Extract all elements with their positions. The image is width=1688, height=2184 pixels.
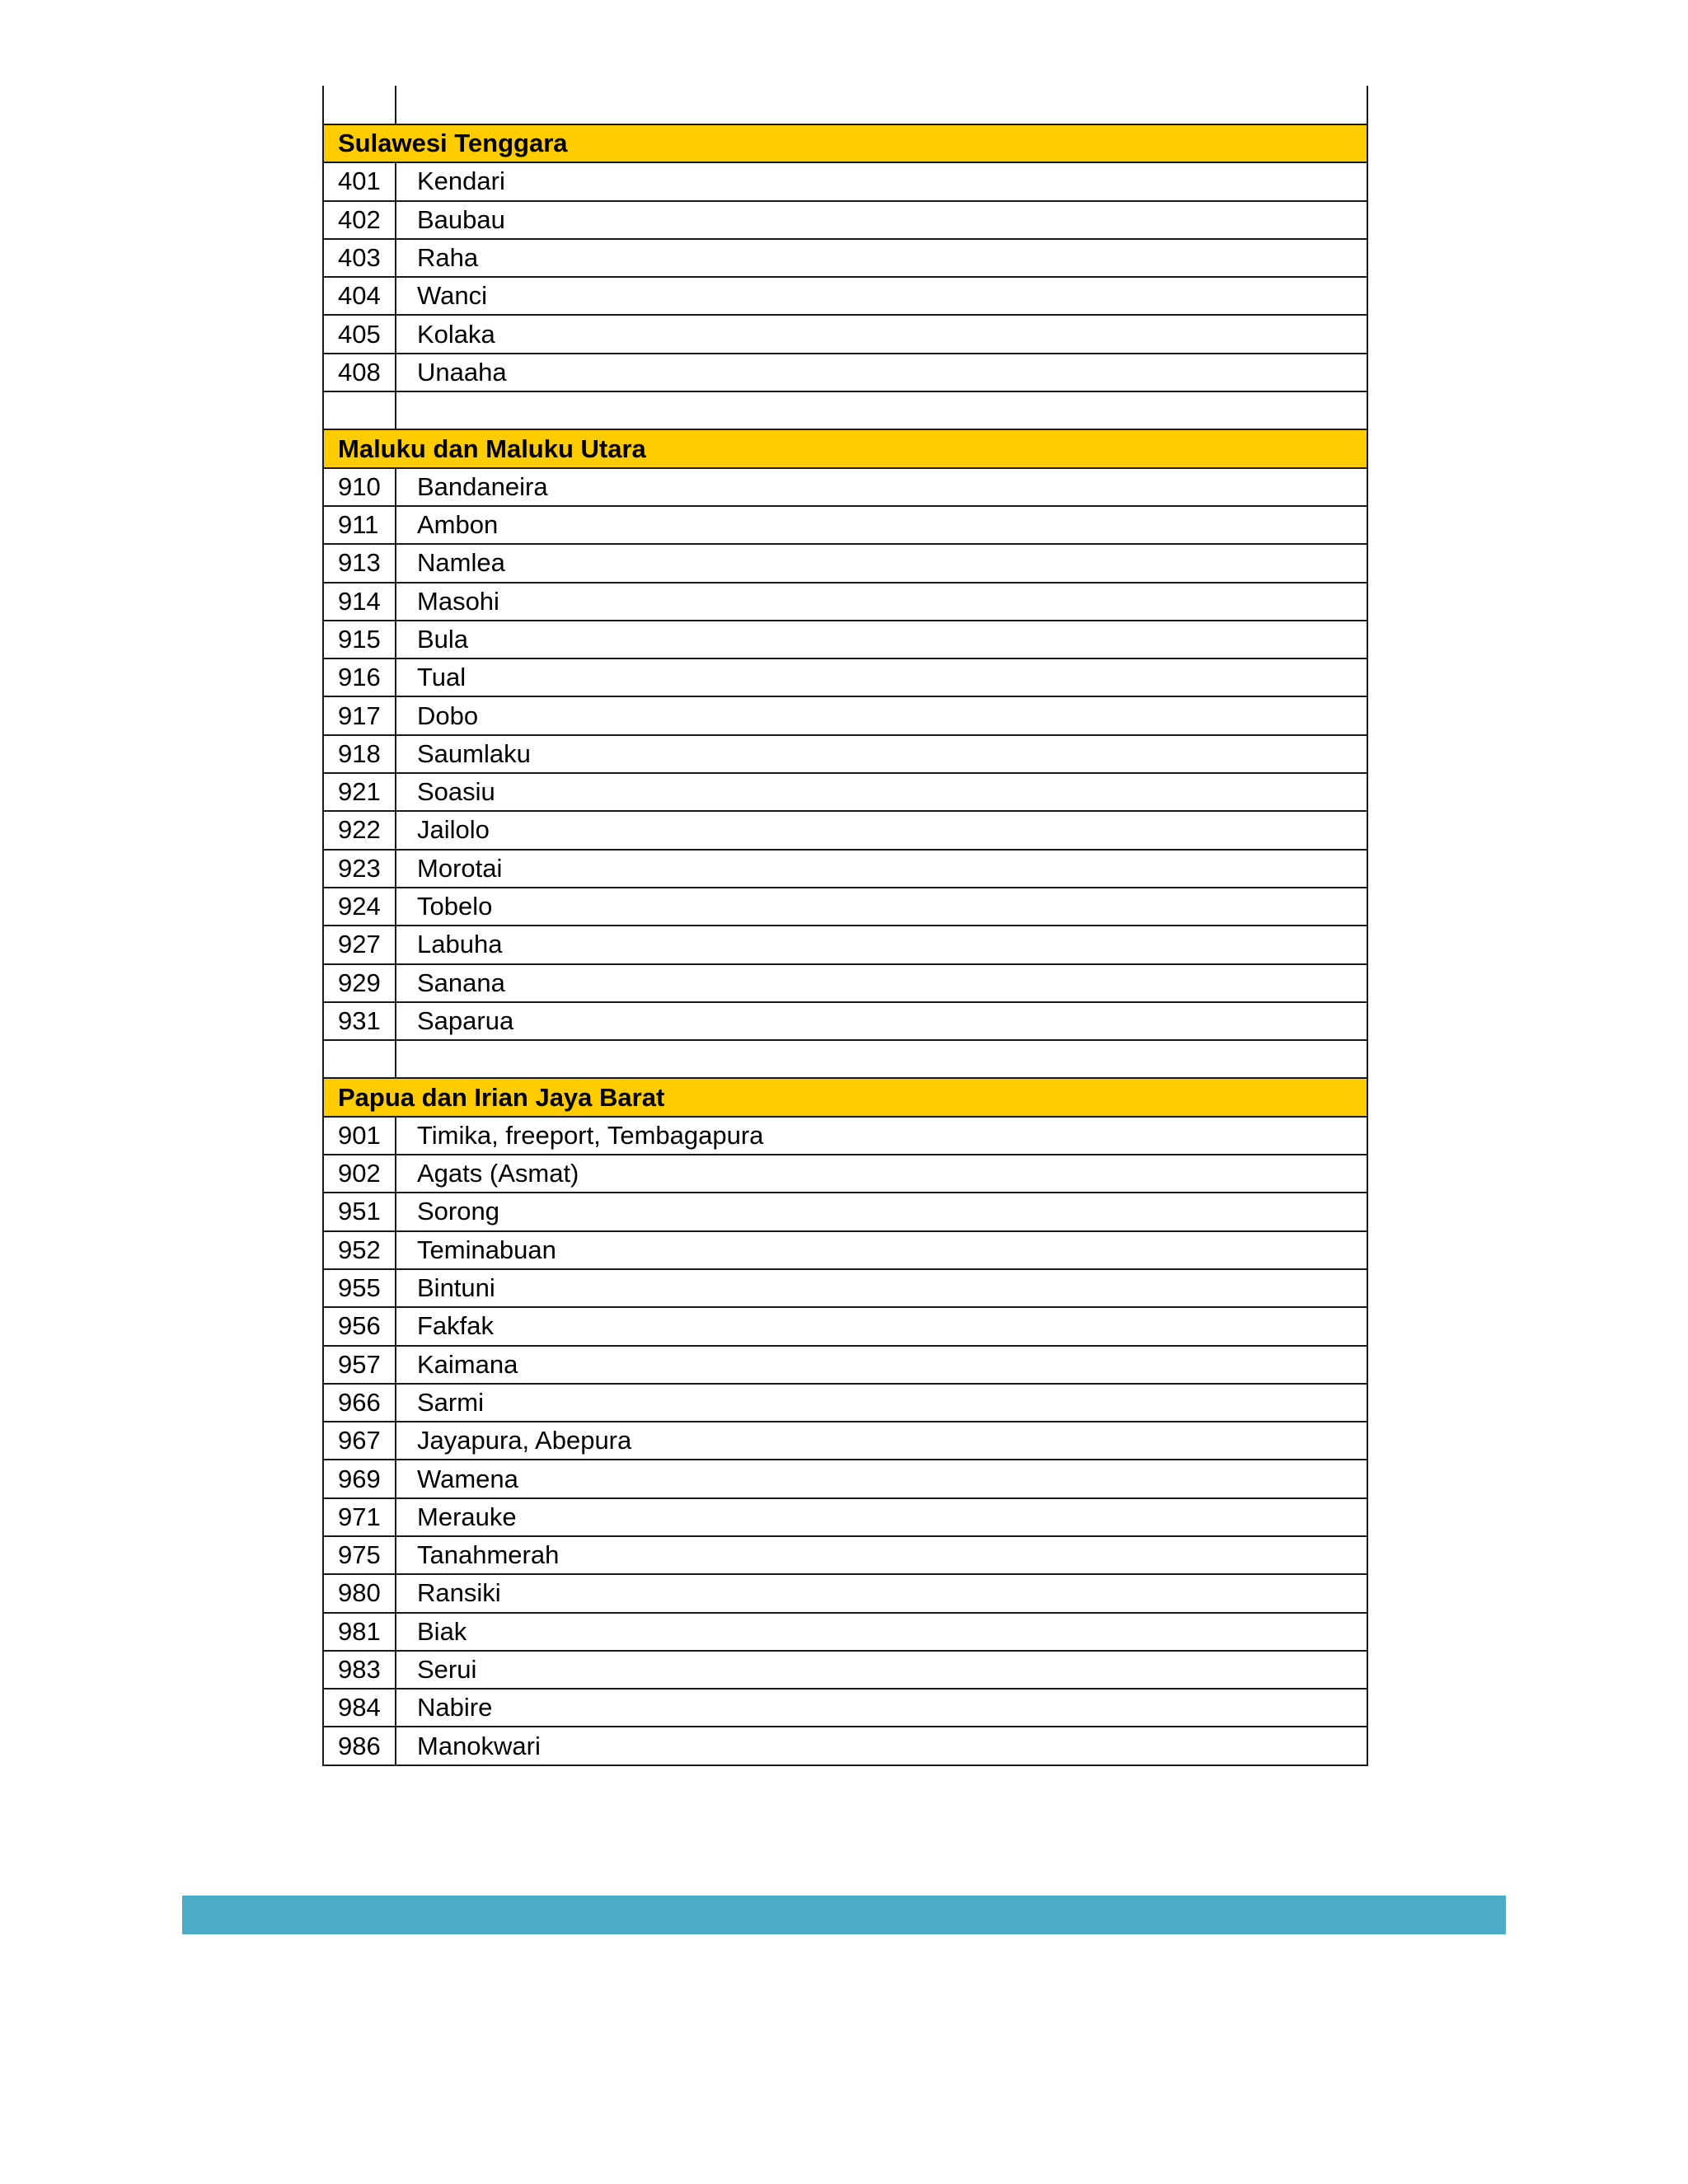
area-code-cell: 986 [323, 1727, 396, 1765]
area-code-cell: 966 [323, 1384, 396, 1422]
area-code-cell: 405 [323, 315, 396, 353]
city-name-cell: Serui [396, 1651, 1367, 1689]
city-name-cell: Teminabuan [396, 1231, 1367, 1269]
table-row [323, 926, 1367, 963]
empty-cell [323, 1040, 396, 1078]
area-code-cell: 921 [323, 773, 396, 811]
table-row [323, 621, 1367, 658]
area-code-cell: 983 [323, 1651, 396, 1689]
table-row [323, 1536, 1367, 1574]
area-code-cell: 927 [323, 926, 396, 963]
table-row [323, 468, 1367, 506]
table-row [323, 773, 1367, 811]
area-code-table-body [323, 86, 1367, 1765]
table-row [323, 1307, 1367, 1345]
table-row [323, 1269, 1367, 1307]
table-row [323, 811, 1367, 849]
table-row [323, 964, 1367, 1002]
area-code-cell: 402 [323, 201, 396, 239]
table-row [323, 850, 1367, 888]
table-row [323, 277, 1367, 315]
area-code-cell: 902 [323, 1155, 396, 1193]
table-row [323, 1231, 1367, 1269]
area-code-cell: 984 [323, 1689, 396, 1727]
city-name-cell: Bintuni [396, 1269, 1367, 1307]
empty-cell [323, 391, 396, 429]
table-row [323, 354, 1367, 391]
area-code-table-container [322, 86, 1367, 1766]
area-code-cell: 929 [323, 964, 396, 1002]
area-code-cell: 910 [323, 468, 396, 506]
city-name-cell: Dobo [396, 696, 1367, 734]
table-row [323, 1574, 1367, 1612]
city-name-cell: Sarmi [396, 1384, 1367, 1422]
area-code-cell: 901 [323, 1117, 396, 1155]
city-name-cell: Kolaka [396, 315, 1367, 353]
area-code-cell: 924 [323, 888, 396, 926]
area-code-cell: 403 [323, 239, 396, 277]
city-name-cell: Sorong [396, 1193, 1367, 1230]
spacer-row [323, 391, 1367, 429]
table-row [323, 1117, 1367, 1155]
empty-cell [323, 86, 396, 124]
city-name-cell: Fakfak [396, 1307, 1367, 1345]
city-name-cell: Wamena [396, 1460, 1367, 1497]
city-name-cell: Bandaneira [396, 468, 1367, 506]
city-name-cell: Sanana [396, 964, 1367, 1002]
table-row [323, 658, 1367, 696]
city-name-cell: Merauke [396, 1498, 1367, 1536]
area-code-cell: 922 [323, 811, 396, 849]
area-code-cell: 913 [323, 544, 396, 582]
city-name-cell: Saparua [396, 1002, 1367, 1040]
city-name-cell: Masohi [396, 583, 1367, 621]
city-name-cell: Tual [396, 658, 1367, 696]
table-row [323, 1689, 1367, 1727]
table-row [323, 1155, 1367, 1193]
area-code-cell: 923 [323, 850, 396, 888]
area-code-cell: 981 [323, 1613, 396, 1651]
table-row [323, 1384, 1367, 1422]
area-code-cell: 951 [323, 1193, 396, 1230]
area-code-cell: 911 [323, 506, 396, 544]
city-name-cell: Bula [396, 621, 1367, 658]
city-name-cell: Tanahmerah [396, 1536, 1367, 1574]
city-name-cell: Manokwari [396, 1727, 1367, 1765]
city-name-cell: Saumlaku [396, 735, 1367, 773]
table-row [323, 315, 1367, 353]
table-row [323, 1346, 1367, 1384]
city-name-cell: Wanci [396, 277, 1367, 315]
table-row [323, 506, 1367, 544]
table-row [323, 1651, 1367, 1689]
table-row [323, 1422, 1367, 1460]
city-name-cell: Baubau [396, 201, 1367, 239]
city-name-cell: Morotai [396, 850, 1367, 888]
empty-cell [396, 1040, 1367, 1078]
city-name-cell: Ambon [396, 506, 1367, 544]
city-name-cell: Nabire [396, 1689, 1367, 1727]
table-row [323, 1498, 1367, 1536]
city-name-cell: Kaimana [396, 1346, 1367, 1384]
area-code-cell: 955 [323, 1269, 396, 1307]
table-row [323, 583, 1367, 621]
table-row [323, 201, 1367, 239]
area-code-cell: 931 [323, 1002, 396, 1040]
city-name-cell: Kendari [396, 162, 1367, 200]
table-row-continuation [323, 86, 1367, 124]
area-code-cell: 408 [323, 354, 396, 391]
region-header: Maluku dan Maluku Utara [323, 429, 1367, 467]
area-code-cell: 914 [323, 583, 396, 621]
table-row [323, 239, 1367, 277]
table-row [323, 1727, 1367, 1765]
city-name-cell: Unaaha [396, 354, 1367, 391]
table-row [323, 1002, 1367, 1040]
area-code-cell: 956 [323, 1307, 396, 1345]
city-name-cell: Ransiki [396, 1574, 1367, 1612]
region-header: Papua dan Irian Jaya Barat [323, 1078, 1367, 1116]
area-code-cell: 980 [323, 1574, 396, 1612]
city-name-cell: Agats (Asmat) [396, 1155, 1367, 1193]
table-row [323, 544, 1367, 582]
area-code-cell: 404 [323, 277, 396, 315]
area-code-cell: 971 [323, 1498, 396, 1536]
table-row [323, 1613, 1367, 1651]
region-header-row [323, 1078, 1367, 1116]
area-code-cell: 915 [323, 621, 396, 658]
city-name-cell: Timika, freeport, Tembagapura [396, 1117, 1367, 1155]
city-name-cell: Jailolo [396, 811, 1367, 849]
empty-cell [396, 86, 1367, 124]
area-code-cell: 401 [323, 162, 396, 200]
spacer-row [323, 1040, 1367, 1078]
city-name-cell: Namlea [396, 544, 1367, 582]
area-code-table [322, 86, 1368, 1766]
city-name-cell: Biak [396, 1613, 1367, 1651]
empty-cell [396, 391, 1367, 429]
region-header-row [323, 124, 1367, 162]
area-code-cell: 918 [323, 735, 396, 773]
area-code-cell: 975 [323, 1536, 396, 1574]
table-row [323, 888, 1367, 926]
table-row [323, 1193, 1367, 1230]
city-name-cell: Tobelo [396, 888, 1367, 926]
area-code-cell: 967 [323, 1422, 396, 1460]
table-row [323, 1460, 1367, 1497]
table-row [323, 696, 1367, 734]
table-row [323, 162, 1367, 200]
city-name-cell: Labuha [396, 926, 1367, 963]
region-header: Sulawesi Tenggara [323, 124, 1367, 162]
footer-bar [182, 1896, 1506, 1934]
area-code-cell: 957 [323, 1346, 396, 1384]
city-name-cell: Raha [396, 239, 1367, 277]
region-header-row [323, 429, 1367, 467]
area-code-cell: 952 [323, 1231, 396, 1269]
city-name-cell: Jayapura, Abepura [396, 1422, 1367, 1460]
city-name-cell: Soasiu [396, 773, 1367, 811]
area-code-cell: 969 [323, 1460, 396, 1497]
area-code-cell: 917 [323, 696, 396, 734]
table-row [323, 735, 1367, 773]
area-code-cell: 916 [323, 658, 396, 696]
